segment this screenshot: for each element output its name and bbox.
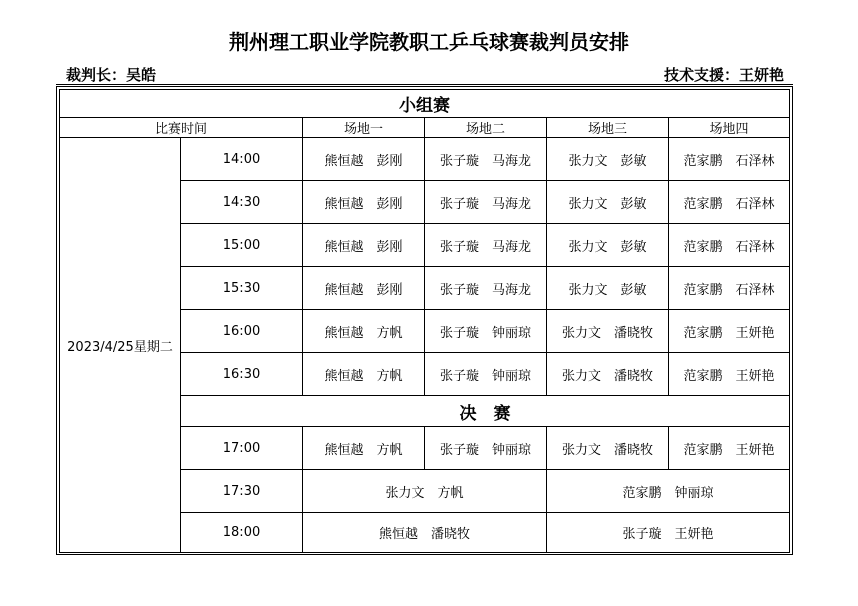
- time-cell: 14:00: [181, 138, 303, 181]
- group-stage-heading: 小组赛: [60, 90, 790, 118]
- time-cell: 14:30: [181, 181, 303, 224]
- time-cell: 15:00: [181, 224, 303, 267]
- referee-cell: 张子璇 马海龙: [425, 267, 547, 310]
- time-cell: 18:00: [181, 513, 303, 553]
- referee-cell: 张子璇 马海龙: [425, 138, 547, 181]
- time-cell: 16:30: [181, 353, 303, 396]
- date-cell: 2023/4/25星期二: [60, 138, 181, 553]
- referee-cell: 熊恒越 彭刚: [303, 138, 425, 181]
- referee-cell: 范家鹏 王妍艳: [669, 427, 790, 470]
- referee-cell: 张力文 彭敏: [547, 224, 669, 267]
- referee-cell: 张力文 彭敏: [547, 181, 669, 224]
- time-column-header: 比赛时间: [60, 118, 303, 138]
- referee-schedule-table: [59, 89, 790, 553]
- tech-support: 技术支援：王妍艳: [663, 66, 784, 84]
- venue-header: 场地四: [669, 118, 790, 138]
- time-cell: 16:00: [181, 310, 303, 353]
- venue-header: 场地三: [547, 118, 669, 138]
- referee-cell: 范家鹏 石泽林: [669, 181, 790, 224]
- referee-cell: 熊恒越 方帆: [303, 353, 425, 396]
- referee-cell: 熊恒越 彭刚: [303, 181, 425, 224]
- referee-cell: 张力文 潘晓牧: [547, 427, 669, 470]
- referee-cell: 范家鹏 石泽林: [669, 267, 790, 310]
- table-row: [60, 138, 790, 181]
- time-cell: 17:00: [181, 427, 303, 470]
- referee-cell-merged: 熊恒越 潘晓牧: [303, 513, 547, 553]
- referee-cell: 熊恒越 彭刚: [303, 224, 425, 267]
- referee-cell-merged: 范家鹏 钟丽琼: [547, 470, 790, 513]
- time-cell: 15:30: [181, 267, 303, 310]
- referee-cell: 熊恒越 方帆: [303, 310, 425, 353]
- referee-cell: 熊恒越 方帆: [303, 427, 425, 470]
- referee-cell: 熊恒越 彭刚: [303, 267, 425, 310]
- referee-cell: 张力文 潘晓牧: [547, 310, 669, 353]
- referee-cell: 张子璇 钟丽琼: [425, 353, 547, 396]
- referee-cell: 张力文 潘晓牧: [547, 353, 669, 396]
- referee-cell: 范家鹏 王妍艳: [669, 353, 790, 396]
- referee-cell-merged: 张子璇 王妍艳: [547, 513, 790, 553]
- referee-cell: 范家鹏 王妍艳: [669, 310, 790, 353]
- venue-header: 场地一: [303, 118, 425, 138]
- time-cell: 17:30: [181, 470, 303, 513]
- referee-cell: 张子璇 钟丽琼: [425, 310, 547, 353]
- referee-cell: 张力文 彭敏: [547, 138, 669, 181]
- referee-cell: 张力文 彭敏: [547, 267, 669, 310]
- referee-cell: 范家鹏 石泽林: [669, 138, 790, 181]
- referee-cell: 张子璇 马海龙: [425, 181, 547, 224]
- header-underline: [56, 84, 793, 85]
- referee-cell: 张子璇 钟丽琼: [425, 427, 547, 470]
- referee-cell-merged: 张力文 方帆: [303, 470, 547, 513]
- chief-referee: 裁判长：吴皓: [66, 66, 157, 84]
- venue-header: 场地二: [425, 118, 547, 138]
- referee-cell: 张子璇 马海龙: [425, 224, 547, 267]
- page-title: 荆州理工职业学院教职工乒乓球赛裁判员安排: [229, 30, 629, 54]
- final-heading: 决 赛: [181, 396, 790, 427]
- referee-cell: 范家鹏 石泽林: [669, 224, 790, 267]
